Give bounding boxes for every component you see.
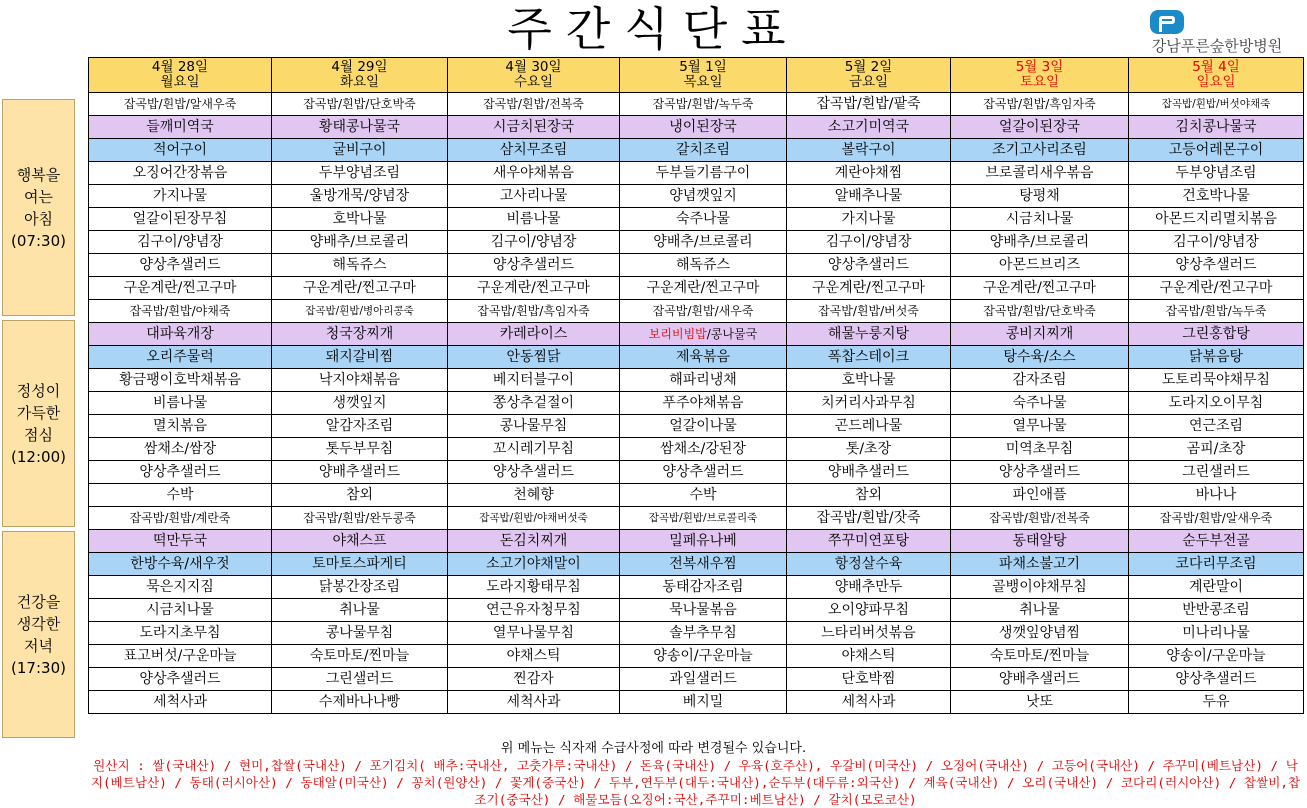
menu-cell: 김구이/양념장	[448, 231, 620, 254]
menu-cell: 단호박찜	[787, 668, 951, 691]
menu-cell: 양상추샐러드	[89, 254, 272, 277]
menu-cell: 탕평채	[951, 185, 1129, 208]
dinner-row	[89, 530, 1304, 553]
menu-cell: 두유	[1129, 691, 1304, 714]
menu-cell: 잡곡밥/흰밥/전복죽	[448, 93, 620, 116]
day-header	[89, 58, 272, 93]
lunch-row	[89, 484, 1304, 507]
menu-cell: 느타리버섯볶음	[787, 622, 951, 645]
day-date: 4월 29일	[331, 59, 388, 75]
menu-cell: 잡곡밥/흰밥/버섯야채죽	[1129, 93, 1304, 116]
menu-cell: 제육볶음	[620, 346, 787, 369]
menu-cell: 열무나물무침	[448, 622, 620, 645]
menu-cell: 동태알탕	[951, 530, 1129, 553]
menu-cell: 시금치나물	[951, 208, 1129, 231]
change-notice: 위 메뉴는 식자재 수급사정에 따라 변경될수 있습니다.	[500, 741, 807, 756]
menu-cell: 삼치무조림	[448, 139, 620, 162]
menu-cell: 숙주나물	[620, 208, 787, 231]
menu-cell: 소고기야채말이	[448, 553, 620, 576]
menu-cell: 찐감자	[448, 668, 620, 691]
menu-cell: 잡곡밥/흰밥/계란죽	[89, 507, 272, 530]
menu-cell: 토마토스파게티	[272, 553, 448, 576]
menu-cell: 베지터블구이	[448, 369, 620, 392]
menu-cell: 파인애플	[951, 484, 1129, 507]
menu-cell: 잡곡밥/흰밥/야채버섯죽	[448, 507, 620, 530]
menu-cell: 코다리무조림	[1129, 553, 1304, 576]
day-weekday: 토요일	[1019, 74, 1060, 90]
menu-cell: 숙토마토/찐마늘	[272, 645, 448, 668]
hospital-logo-icon	[1150, 10, 1184, 34]
menu-cell: 미나리나물	[1129, 622, 1304, 645]
menu-cell: 꼬시레기무침	[448, 438, 620, 461]
breakfast-row	[89, 231, 1304, 254]
menu-cell: 폭찹스테이크	[787, 346, 951, 369]
menu-cell: 열무나물	[951, 415, 1129, 438]
menu-cell: 탕수육/소스	[951, 346, 1129, 369]
menu-cell: 쭈꾸미연포탕	[787, 530, 951, 553]
menu-cell: 야채스틱	[787, 645, 951, 668]
menu-cell: 수박	[89, 484, 272, 507]
menu-cell: 양상추샐러드	[1129, 668, 1304, 691]
menu-cell: 아몬드브리즈	[951, 254, 1129, 277]
menu-cell: 표고버섯/구운마늘	[89, 645, 272, 668]
lunch-row	[89, 369, 1304, 392]
menu-cell: 숙토마토/찐마늘	[951, 645, 1129, 668]
dinner-row	[89, 622, 1304, 645]
menu-cell	[620, 323, 787, 346]
menu-cell: 양배추/브로콜리	[620, 231, 787, 254]
menu-cell: 잡곡밥/흰밥/단호박죽	[951, 300, 1129, 323]
menu-cell: 얼갈이된장국	[951, 116, 1129, 139]
menu-cell: 그린샐러드	[272, 668, 448, 691]
menu-cell: 항정살수육	[787, 553, 951, 576]
lunch-row	[89, 323, 1304, 346]
menu-cell: 세척사과	[787, 691, 951, 714]
day-date: 5월 4일	[1192, 59, 1240, 75]
menu-cell: 그린샐러드	[1129, 461, 1304, 484]
menu-cell: 콩비지찌개	[951, 323, 1129, 346]
breakfast-row	[89, 139, 1304, 162]
breakfast-row	[89, 254, 1304, 277]
menu-cell: 김치콩나물국	[1129, 116, 1304, 139]
menu-cell: 잡곡밥/흰밥/병아리콩죽	[272, 300, 448, 323]
menu-cell: 잡곡밥/흰밥/흑임자죽	[951, 93, 1129, 116]
menu-cell: 곤드레나물	[787, 415, 951, 438]
menu-cell: 구운계란/찐고구마	[787, 277, 951, 300]
menu-cell: 참외	[272, 484, 448, 507]
menu-cell: 오리주물럭	[89, 346, 272, 369]
menu-cell: 두부양념조림	[1129, 162, 1304, 185]
lunch-row	[89, 346, 1304, 369]
day-header	[448, 58, 620, 93]
menu-cell: 카레라이스	[448, 323, 620, 346]
menu-cell: 잡곡밥/흰밥/팥죽	[787, 93, 951, 116]
menu-cell: 골뱅이야채무침	[951, 576, 1129, 599]
menu-cell: 연근조림	[1129, 415, 1304, 438]
menu-cell: 잡곡밥/흰밥/녹두죽	[1129, 300, 1304, 323]
menu-cell: 돼지갈비찜	[272, 346, 448, 369]
menu-cell: 청국장찌개	[272, 323, 448, 346]
meal-label-dinner: 건강을 생각한 저녁 (17:30)	[2, 531, 75, 738]
day-date: 4월 30일	[505, 59, 562, 75]
lunch-row	[89, 438, 1304, 461]
menu-table-body	[89, 58, 1304, 714]
menu-cell: 김구이/양념장	[787, 231, 951, 254]
menu-cell: 야채스프	[272, 530, 448, 553]
day-header	[951, 58, 1129, 93]
day-header-row	[89, 58, 1304, 93]
menu-cell: 톳두부무침	[272, 438, 448, 461]
menu-cell: 밀페유나베	[620, 530, 787, 553]
menu-cell: 잡곡밥/흰밥/새우죽	[620, 300, 787, 323]
day-header	[272, 58, 448, 93]
day-weekday: 일요일	[1196, 74, 1236, 90]
highlighted-menu: 보리비빔밥	[648, 326, 707, 341]
menu-cell: 고등어레몬구이	[1129, 139, 1304, 162]
menu-cell: 도라지황태무침	[448, 576, 620, 599]
menu-cell: 닭봉간장조림	[272, 576, 448, 599]
dinner-row	[89, 691, 1304, 714]
menu-cell: 세척사과	[448, 691, 620, 714]
menu-cell: 푸주야채볶음	[620, 392, 787, 415]
menu-cell: 양배추/브로콜리	[951, 231, 1129, 254]
menu-cell: 양송이/구운마늘	[620, 645, 787, 668]
menu-cell: 바나나	[1129, 484, 1304, 507]
menu-cell: 굴비구이	[272, 139, 448, 162]
menu-cell: 잡곡밥/흰밥/완두콩죽	[272, 507, 448, 530]
menu-cell: 돈김치찌개	[448, 530, 620, 553]
menu-cell: 황금팽이호박채볶음	[89, 369, 272, 392]
menu-cell: 베지밀	[620, 691, 787, 714]
menu-cell: 구운계란/찐고구마	[620, 277, 787, 300]
menu-cell: 가지나물	[89, 185, 272, 208]
menu-cell: 얼갈이나물	[620, 415, 787, 438]
menu-cell: 비름나물	[448, 208, 620, 231]
menu-cell: 잡곡밥/흰밥/잣죽	[787, 507, 951, 530]
menu-cell: 순두부전골	[1129, 530, 1304, 553]
menu-table	[88, 57, 1304, 714]
menu-cell: 묵은지지짐	[89, 576, 272, 599]
menu-cell: 잡곡밥/흰밥/전복죽	[951, 507, 1129, 530]
menu-cell: 아몬드지리멸치볶음	[1129, 208, 1304, 231]
menu-cell: 생깻잎양념찜	[951, 622, 1129, 645]
menu-cell: 양배추만두	[787, 576, 951, 599]
menu-cell: 비름나물	[89, 392, 272, 415]
menu-cell: 김구이/양념장	[1129, 231, 1304, 254]
menu-cell: 시금치된장국	[448, 116, 620, 139]
menu-cell: 치커리사과무침	[787, 392, 951, 415]
menu-cell: 김구이/양념장	[89, 231, 272, 254]
menu-cell: 호박나물	[272, 208, 448, 231]
menu-cell: 수박	[620, 484, 787, 507]
day-header	[620, 58, 787, 93]
menu-cell: 낫또	[951, 691, 1129, 714]
day-date: 5월 3일	[1015, 59, 1064, 75]
menu-cell: 곰피/초장	[1129, 438, 1304, 461]
menu-cell: 구운계란/찐고구마	[89, 277, 272, 300]
breakfast-row	[89, 116, 1304, 139]
dinner-row	[89, 507, 1304, 530]
menu-cell: 콩나물무침	[272, 622, 448, 645]
menu-cell: 양송이/구운마늘	[1129, 645, 1304, 668]
menu-cell: 잡곡밥/흰밥/흑임자죽	[448, 300, 620, 323]
menu-cell: 야채스틱	[448, 645, 620, 668]
menu-cell: 파채소불고기	[951, 553, 1129, 576]
menu-cell: 안동찜닭	[448, 346, 620, 369]
dinner-row	[89, 576, 1304, 599]
menu-cell: 묵나물볶음	[620, 599, 787, 622]
menu-cell: 브로콜리새우볶음	[951, 162, 1129, 185]
menu-cell: 천혜향	[448, 484, 620, 507]
menu-cell: 오징어간장볶음	[89, 162, 272, 185]
menu-cell: 울방개묵/양념장	[272, 185, 448, 208]
breakfast-row	[89, 185, 1304, 208]
menu-cell: 구운계란/찐고구마	[272, 277, 448, 300]
menu-cell: 양상추샐러드	[448, 461, 620, 484]
menu-cell: 과일샐러드	[620, 668, 787, 691]
lunch-row	[89, 415, 1304, 438]
menu-cell: 구운계란/찐고구마	[448, 277, 620, 300]
menu-cell: 볼락구이	[787, 139, 951, 162]
menu-cell: 해파리냉채	[620, 369, 787, 392]
menu-cell: 감자조림	[951, 369, 1129, 392]
breakfast-row	[89, 162, 1304, 185]
day-date: 5월 2일	[844, 59, 893, 75]
menu-cell: 도라지초무침	[89, 622, 272, 645]
menu-cell: 양상추샐러드	[620, 461, 787, 484]
breakfast-row	[89, 208, 1304, 231]
menu-cell: 양상추샐러드	[89, 461, 272, 484]
menu-cell: 취나물	[272, 599, 448, 622]
menu-cell: 고사리나물	[448, 185, 620, 208]
menu-cell: 냉이된장국	[620, 116, 787, 139]
menu-cell: 양배추샐러드	[272, 461, 448, 484]
menu-cell: 수제바나나빵	[272, 691, 448, 714]
dinner-row	[89, 553, 1304, 576]
menu-cell: 참외	[787, 484, 951, 507]
lunch-row	[89, 461, 1304, 484]
hospital-logo	[1128, 8, 1306, 54]
dinner-row	[89, 645, 1304, 668]
menu-rest: /콩나물국	[706, 326, 758, 341]
menu-cell: 구운계란/찐고구마	[1129, 277, 1304, 300]
page-title: 주간식단표	[507, 2, 800, 56]
menu-cell: 양배추샐러드	[951, 668, 1129, 691]
menu-cell: 양념깻잎지	[620, 185, 787, 208]
menu-cell: 얼갈이된장무침	[89, 208, 272, 231]
menu-cell: 콩나물무침	[448, 415, 620, 438]
menu-cell: 한방수육/새우젓	[89, 553, 272, 576]
menu-cell: 숙주나물	[951, 392, 1129, 415]
menu-cell: 두부양념조림	[272, 162, 448, 185]
menu-cell: 계란말이	[1129, 576, 1304, 599]
day-weekday: 금요일	[848, 74, 889, 90]
menu-cell: 솔부추무침	[620, 622, 787, 645]
menu-cell: 도라지오이무침	[1129, 392, 1304, 415]
menu-cell: 쫑상추겉절이	[448, 392, 620, 415]
menu-cell: 도토리묵야채무침	[1129, 369, 1304, 392]
menu-cell: 잡곡밥/흰밥/버섯죽	[787, 300, 951, 323]
menu-cell: 톳/초장	[787, 438, 951, 461]
menu-cell: 양상추샐러드	[787, 254, 951, 277]
origin-info: 원산지 : 쌀(국내산) / 현미,찹쌀(국내산) / 포기김치( 배추:국내산, 고춧가루:국내산) / 돈육(국내산) / 우육(호주산), 우갈비(미국산) / 오징어(국내산) / 고등어(국내산) / 주꾸미(베트남산) / 낙지(베트남산) / 동태(러시아산) / 동태알(미국산) / 꽁치(원양산) / 꽃게(중국산) / 두부,연두부(대두:국내산),순두부(대두류:외국산) / 계육(국내산) / 오리(국내산) / 코다리(러시아산) / 찹쌀비,찹조기(중국산) / 해물모듬(오징어:국산,주꾸미:베트남산) / 갈치(모로코산)	[90, 758, 1301, 807]
menu-cell: 새우야채볶음	[448, 162, 620, 185]
menu-cell: 가지나물	[787, 208, 951, 231]
day-header	[787, 58, 951, 93]
menu-cell: 양상추샐러드	[89, 668, 272, 691]
menu-cell: 대파육개장	[89, 323, 272, 346]
menu-cell: 세척사과	[89, 691, 272, 714]
menu-cell: 들깨미역국	[89, 116, 272, 139]
menu-cell: 호박나물	[787, 369, 951, 392]
menu-cell: 시금치나물	[89, 599, 272, 622]
menu-cell: 조기고사리조림	[951, 139, 1129, 162]
menu-cell: 갈치조림	[620, 139, 787, 162]
menu-cell: 잡곡밥/흰밥/단호박죽	[272, 93, 448, 116]
menu-cell: 양상추샐러드	[951, 461, 1129, 484]
meal-label-lunch: 정성이 가득한 점심 (12:00)	[2, 320, 75, 527]
menu-cell: 그린홍합탕	[1129, 323, 1304, 346]
menu-cell: 쌈채소/강된장	[620, 438, 787, 461]
menu-cell: 잡곡밥/흰밥/알새우죽	[1129, 507, 1304, 530]
menu-cell: 반반콩조림	[1129, 599, 1304, 622]
menu-cell: 양배추샐러드	[787, 461, 951, 484]
menu-cell: 해물누룽지탕	[787, 323, 951, 346]
menu-cell: 잡곡밥/흰밥/녹두죽	[620, 93, 787, 116]
menu-cell: 취나물	[951, 599, 1129, 622]
menu-cell: 닭볶음탕	[1129, 346, 1304, 369]
menu-cell: 구운계란/찐고구마	[951, 277, 1129, 300]
menu-cell: 쌈채소/쌈장	[89, 438, 272, 461]
dinner-row	[89, 599, 1304, 622]
lunch-row	[89, 392, 1304, 415]
menu-cell: 낙지야채볶음	[272, 369, 448, 392]
menu-cell: 계란야채찜	[787, 162, 951, 185]
menu-cell: 해독쥬스	[272, 254, 448, 277]
menu-cell: 동태감자조림	[620, 576, 787, 599]
breakfast-row	[89, 93, 1304, 116]
menu-cell: 연근유자청무침	[448, 599, 620, 622]
menu-cell: 적어구이	[89, 139, 272, 162]
menu-cell: 소고기미역국	[787, 116, 951, 139]
menu-cell: 잡곡밥/흰밥/야채죽	[89, 300, 272, 323]
menu-cell: 오이양파무침	[787, 599, 951, 622]
day-weekday: 목요일	[683, 74, 723, 90]
day-header	[1129, 58, 1304, 93]
day-weekday: 월요일	[160, 74, 200, 90]
breakfast-row	[89, 277, 1304, 300]
menu-cell: 두부들기름구이	[620, 162, 787, 185]
menu-cell: 떡만두국	[89, 530, 272, 553]
day-weekday: 화요일	[339, 74, 380, 90]
menu-cell: 알감자조림	[272, 415, 448, 438]
menu-cell: 생깻잎지	[272, 392, 448, 415]
menu-cell: 알배추나물	[787, 185, 951, 208]
day-weekday: 수요일	[513, 74, 554, 90]
menu-cell: 멸치볶음	[89, 415, 272, 438]
menu-cell: 잡곡밥/흰밥/브로콜리죽	[620, 507, 787, 530]
hospital-name: 강남푸른숲한방병원	[1151, 38, 1283, 55]
menu-cell: 양배추/브로콜리	[272, 231, 448, 254]
menu-cell: 양상추샐러드	[1129, 254, 1304, 277]
day-date: 5월 1일	[679, 59, 727, 75]
menu-cell: 잡곡밥/흰밥/알새우죽	[89, 93, 272, 116]
menu-cell: 미역초무침	[951, 438, 1129, 461]
lunch-row	[89, 300, 1304, 323]
menu-cell: 해독쥬스	[620, 254, 787, 277]
meal-label-breakfast: 행복을 여는 아침 (07:30)	[2, 99, 75, 316]
dinner-row	[89, 668, 1304, 691]
menu-cell: 전복새우찜	[620, 553, 787, 576]
day-date: 4월 28일	[151, 59, 209, 75]
menu-cell: 황태콩나물국	[272, 116, 448, 139]
menu-cell: 건호박나물	[1129, 185, 1304, 208]
menu-cell: 양상추샐러드	[448, 254, 620, 277]
